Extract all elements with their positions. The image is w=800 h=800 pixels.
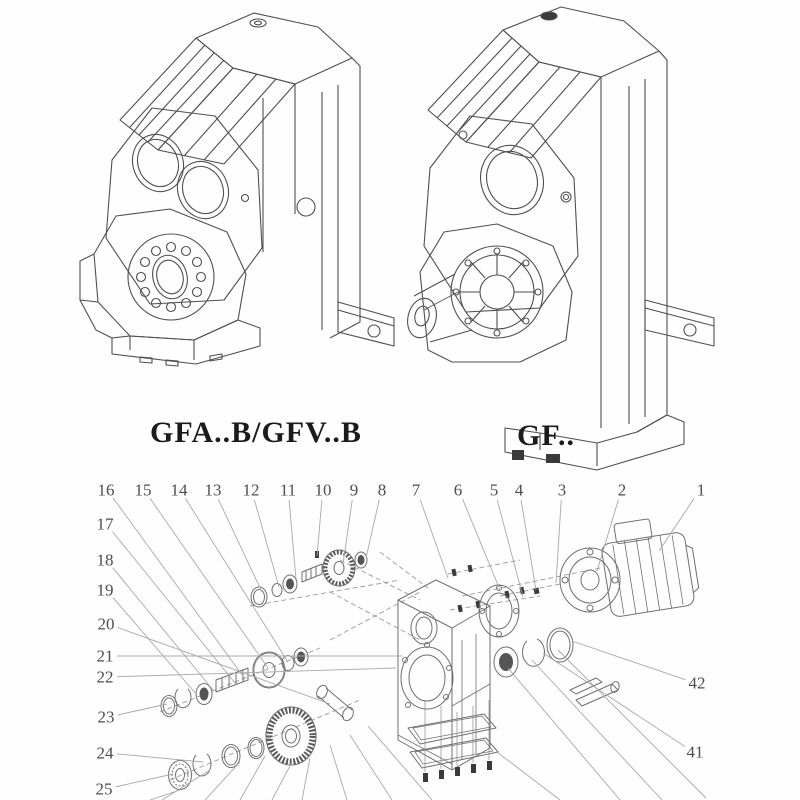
leader-line-23 (118, 704, 167, 715)
leader-line-3 (556, 500, 561, 583)
leader-line-8 (366, 500, 379, 558)
part-number-8: 8 (377, 480, 387, 500)
leader-line-22 (117, 668, 396, 677)
part-number-7: 7 (411, 480, 421, 500)
leader-line-18 (113, 568, 213, 690)
part-number-23: 23 (97, 707, 115, 727)
leader-line-19 (113, 598, 197, 695)
leader-line-4 (521, 500, 536, 590)
leader-line-9 (343, 500, 352, 564)
leader-line-16 (113, 498, 245, 679)
leader-line-11 (289, 500, 296, 579)
part-number-12: 12 (242, 480, 260, 500)
part-number-10: 10 (314, 480, 332, 500)
part-number-25: 25 (95, 779, 113, 799)
leader-line-1 (659, 498, 694, 551)
part-number-42: 42 (688, 673, 706, 693)
upper-shaft-assembly (251, 550, 367, 607)
model-label-gfab-gfvb: GFA..B/GFV..B (150, 416, 362, 449)
part-number-18: 18 (96, 550, 114, 570)
part-number-22: 22 (96, 667, 114, 687)
leader-line-5 (497, 500, 523, 597)
leader-line-13 (218, 499, 262, 592)
leader-line-17 (113, 532, 235, 683)
part-number-14: 14 (170, 480, 188, 500)
part-number-19: 19 (96, 580, 114, 600)
part-number-24: 24 (96, 743, 114, 763)
part-number-17: 17 (96, 514, 114, 534)
fastener-bolts (451, 565, 539, 613)
leader-line-10 (317, 500, 322, 556)
part-number-5: 5 (489, 480, 499, 500)
part-number-6: 6 (453, 480, 463, 500)
adapter-flange (479, 585, 519, 637)
part-number-4: 4 (514, 480, 524, 500)
part-number-21: 21 (96, 646, 114, 666)
leader-line-41 (543, 653, 685, 747)
leader-line-25 (116, 774, 173, 787)
leader-line-12 (254, 500, 279, 587)
leader-line-14 (185, 498, 288, 662)
model-label-gf: GF.. (517, 419, 575, 452)
part-number-1: 1 (696, 480, 706, 500)
gearbox-drawing-hollow-shaft (80, 13, 394, 366)
part-number-11: 11 (279, 480, 297, 500)
output-gear-assembly (169, 684, 356, 790)
leader-line-42 (572, 641, 686, 680)
leader-line-6 (463, 499, 500, 590)
part-number-13: 13 (204, 480, 222, 500)
part-number-2: 2 (617, 480, 627, 500)
part-number-20: 20 (97, 614, 115, 634)
part-number-9: 9 (349, 480, 359, 500)
exploded-view (113, 498, 706, 800)
leader-line-15 (150, 498, 268, 668)
part-number-41: 41 (686, 742, 704, 762)
part-number-16: 16 (97, 480, 115, 500)
gearbox-drawing-solid-shaft (404, 7, 714, 470)
loose-shaft-parts (570, 678, 621, 706)
leader-line-7 (420, 499, 448, 578)
part-number-3: 3 (557, 480, 567, 500)
part-number-15: 15 (134, 480, 152, 500)
leader-line-24 (117, 754, 203, 762)
electric-motor (560, 513, 701, 618)
